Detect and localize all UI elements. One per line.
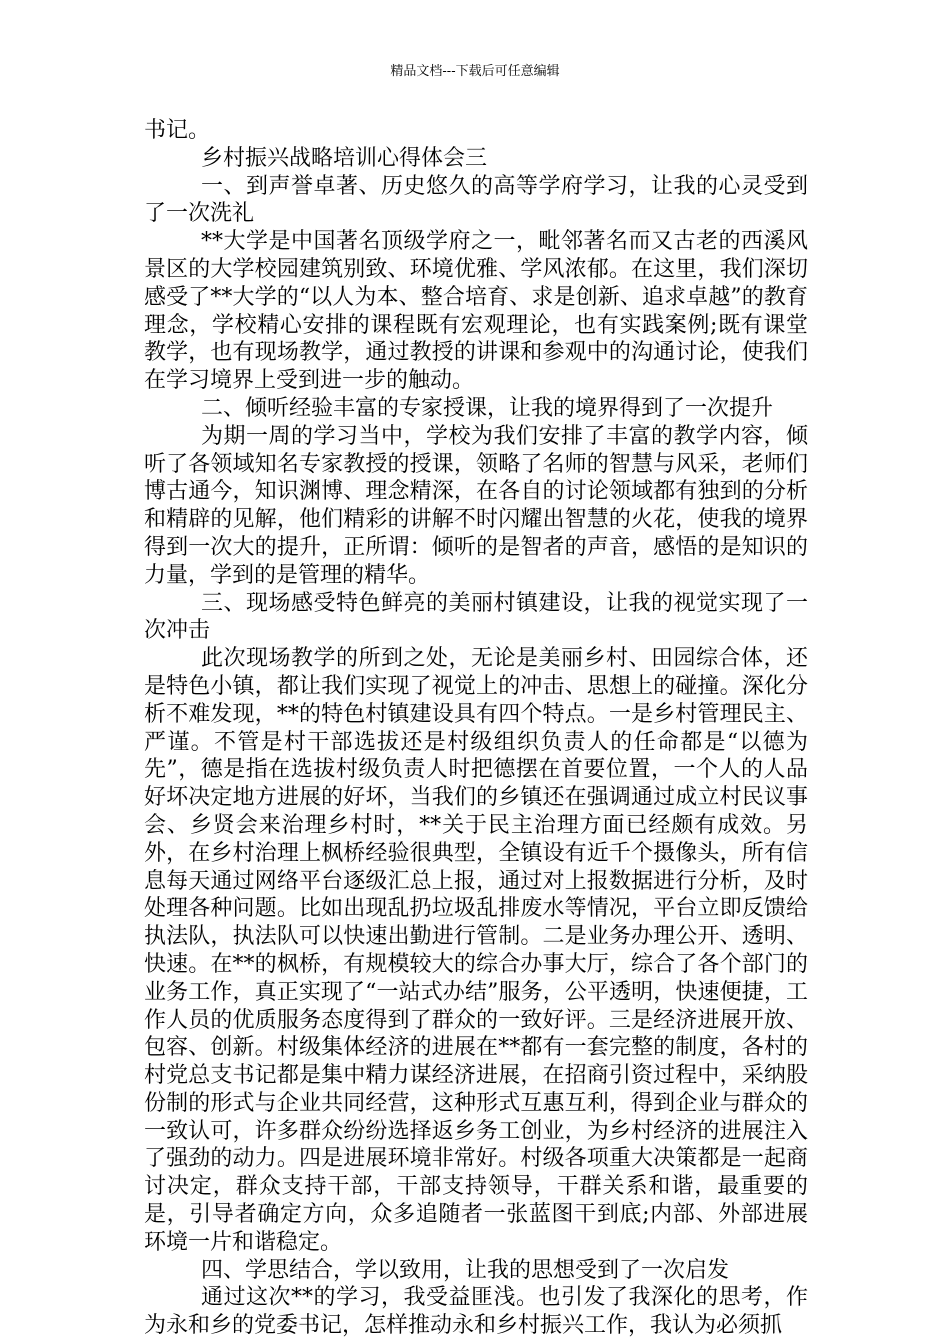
section-paragraph-3: 此次现场教学的所到之处，无论是美丽乡村、田园综合体，还是特色小镇，都让我们实现了视觉上的冲击、思想上的碰撞。深化分析不难发现，**的特色村镇建设具有四个特点。一是乡村管理民主、严谨。不管是村干部选拔还是村级组织负责人的任命都是“以德为先”，德是指在选拔村级负责人时把德摆在首要位置，一个人的人品好坏决定地方进展的好坏，当我们的乡镇还在强调通过成立村民议事会、乡贤会来治理乡村时，**关于民主治理方面已经颇有成效。另外，在乡村治理上枫桥经验很典型，全镇设有近千个摄像头，所有信息每天通过网络平台逐级汇总上报，通过对上报数据进行分析，及时处理各种问题。比如出现乱扔垃圾乱排废水等情况，平台立即反馈给执法队，执法队可以快速出勤进行管制。二是业务办理公开、透明、快速。在**的枫桥，有规模较大的综合办事大厅，综合了各个部门的业务工作，真正实现了“一站式办结”服务，公平透明，快速便捷，工作人员的优质服务态度得到了群众的一致好评。三是经济进展开放、包容、创新。村级集体经济的进展在**都有一套完整的制度，各村的村党总支书记都是集中精力谋经济进展，在招商引资过程中，采纳股份制的形式与企业共同经营，这种形式互惠互利，得到企业与群众的一致认可，许多群众纷纷选择返乡务工创业，为乡村经济的进展注入了强劲的动力。四是进展环境非常好。村级各项重大决策都是一起商讨决定，群众支持干部，干部支持领导，干群关系和谐，最重要的是，引导者确定方向，众多追随者一张蓝图干到底;内部、外部进展环境一片和谐稳定。	[144, 646, 808, 1255]
section-heading-2: 二、倾听经验丰富的专家授课，让我的境界得到了一次提升	[201, 395, 774, 421]
section-heading-3: 三、现场感受特色鲜亮的美丽村镇建设，让我的视觉实现了一次冲击	[144, 590, 808, 644]
page-header: 精品文档---下载后可任意编辑	[390, 64, 560, 79]
document-title: 乡村振兴战略培训心得体会三	[201, 145, 488, 171]
section-heading-1: 一、到声誉卓著、历史悠久的高等学府学习，让我的心灵受到了一次洗礼	[144, 173, 808, 227]
section-paragraph-4: 通过这次**的学习，我受益匪浅。也引发了我深化的思考，作为永和乡的党委书记，怎样推动永和乡村振兴工作，我认为必须抓	[144, 1285, 808, 1339]
document-body	[144, 117, 808, 1340]
section-paragraph-1: **大学是中国著名顶级学府之一，毗邻著名而又古老的西溪风景区的大学校园建筑别致、环境优雅、学风浓郁。在这里，我们深切感受了**大学的“以人为本、整合培育、求是创新、追求卓越”的教育理念，学校精心安排的课程既有宏观理论，也有实践案例;既有课堂教学，也有现场教学，通过教授的讲课和参观中的沟通讨论，使我们在学习境界上受到进一步的触动。	[144, 229, 808, 394]
section-paragraph-2: 为期一周的学习当中，学校为我们安排了丰富的教学内容，倾听了各领域知名专家教授的授课，领略了名师的智慧与风采，老师们博古通今，知识渊博、理念精深，在各自的讨论领域都有独到的分析和精辟的见解，他们精彩的讲解不时闪耀出智慧的火花，使我的境界得到一次大的提升，正所谓：倾听的是智者的声音，感悟的是知识的力量，学到的是管理的精华。	[144, 423, 808, 588]
section-heading-4: 四、学思结合，学以致用，让我的思想受到了一次启发	[201, 1257, 730, 1283]
paragraph-closing-fragment: 书记。	[144, 118, 211, 143]
